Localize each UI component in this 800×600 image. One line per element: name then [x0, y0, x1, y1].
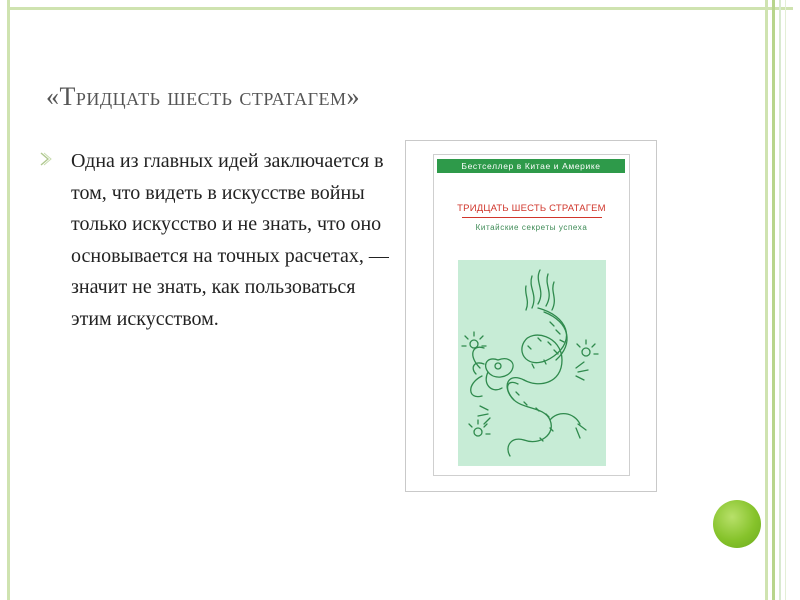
slide-title: «Тридцать шесть стратагем» — [46, 82, 361, 111]
dragon-icon — [458, 260, 606, 466]
frame-right-line — [772, 0, 775, 600]
book-banner: Бестселлер в Китае и Америке — [437, 159, 625, 173]
book-title: ТРИДЦАТЬ ШЕСТЬ СТРАТАГЕМ — [457, 203, 606, 214]
book-subtitle: Китайские секреты успеха — [475, 223, 588, 232]
frame-right-line — [779, 0, 781, 600]
green-circle-decoration — [713, 500, 761, 548]
frame-top-line — [7, 7, 793, 10]
book-title-rule — [462, 217, 602, 218]
frame-right-line — [765, 0, 768, 600]
bullet-text: Одна из главных идей заключается в том, что видеть в искусстве войны только искусство и не знать, что оно основывается на точных расчетах, — значит не знать, как пользоваться этим искусством. — [71, 150, 389, 330]
frame-left-line — [7, 0, 10, 600]
dragon-illustration — [458, 260, 606, 466]
bullet-icon — [40, 152, 52, 166]
book-image-frame — [405, 140, 657, 492]
book-cover — [433, 154, 630, 476]
frame-right-line — [785, 0, 786, 600]
